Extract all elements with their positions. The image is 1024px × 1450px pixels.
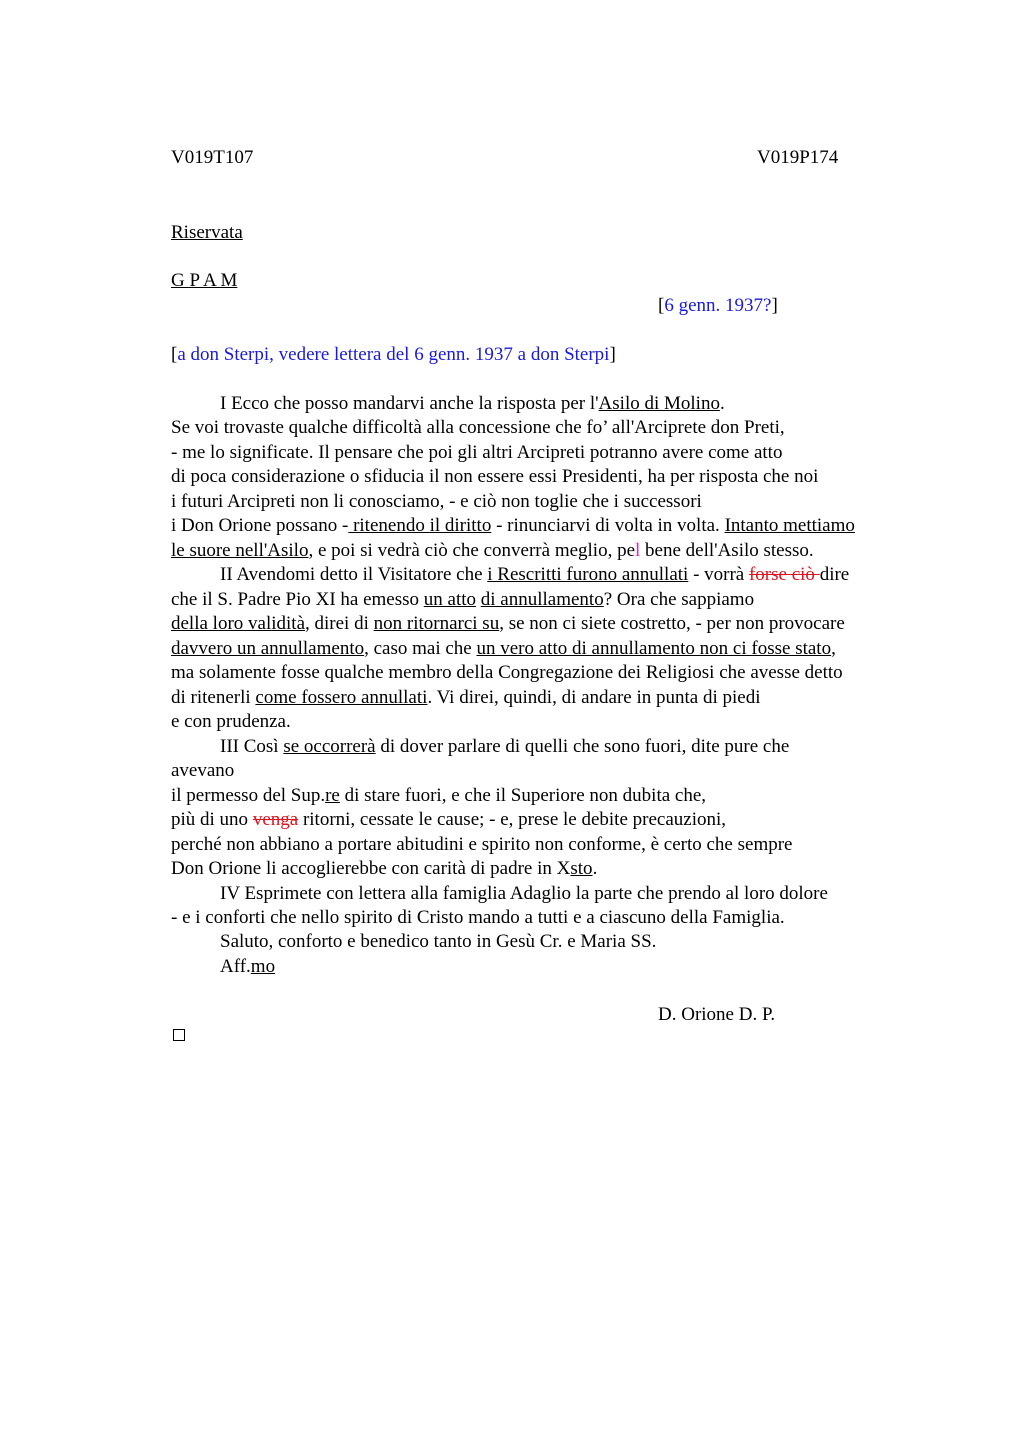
insertion-mark: l bbox=[635, 540, 641, 561]
end-square-icon bbox=[173, 1029, 185, 1041]
body-line: - e i conforti che nello spirito di Cristo mando a tutti e a ciascuno della Famiglia. bbox=[171, 907, 785, 928]
body-line: di poca considerazione o sfiducia il non essere essi Presidenti, ha per risposta che noi bbox=[171, 466, 819, 487]
date-note: [6 genn. 1937?] bbox=[658, 295, 778, 316]
body-line: le suore nell'Asilo, e poi si vedrà ciò che converrà meglio, pel bene dell'Asilo stesso. bbox=[171, 540, 814, 561]
body-line: Don Orione li accoglierebbe con carità di padre in Xsto. bbox=[171, 858, 598, 879]
body-line: perché non abbiano a portare abitudini e spirito non conforme, è certo che sempre bbox=[171, 834, 793, 855]
body-line: il permesso del Sup.re di stare fuori, e che il Superiore non dubita che, bbox=[171, 785, 707, 806]
body-line: ma solamente fosse qualche membro della Congregazione dei Religiosi che avesse detto bbox=[171, 662, 843, 683]
deleted-text: venga bbox=[252, 809, 299, 830]
deleted-text: forse ciò bbox=[748, 564, 820, 585]
body-line: avevano bbox=[171, 760, 235, 781]
signature: D. Orione D. P. bbox=[658, 1004, 776, 1025]
body-line: di ritenerli come fossero annullati. Vi direi, quindi, di andare in punta di piedi bbox=[171, 687, 761, 708]
recipient-note: [a don Sterpi, vedere lettera del 6 genn. 1937 a don Sterpi] bbox=[171, 344, 616, 365]
body-line: - me lo significate. Il pensare che poi gli altri Arcipreti potranno avere come atto bbox=[171, 442, 783, 463]
document-code-left: V019T107 bbox=[171, 147, 254, 168]
body-line: Saluto, conforto e benedico tanto in Gesù Cr. e Maria SS. bbox=[220, 931, 657, 952]
body-line: che il S. Padre Pio XI ha emesso un atto di annullamento? Ora che sappiamo bbox=[171, 589, 755, 610]
body-line: IV Esprimete con lettera alla famiglia Adaglio la parte che prendo al loro dolore bbox=[220, 883, 828, 904]
recipient-note-text: a don Sterpi, vedere lettera del 6 genn. 1937 a don Sterpi bbox=[177, 344, 610, 365]
body-line: più di uno venga ritorni, cessate le cause; - e, prese le debite precauzioni, bbox=[171, 809, 727, 830]
document-code-right: V019P174 bbox=[757, 147, 839, 168]
body-line: Aff.mo bbox=[220, 956, 276, 977]
body-line: e con prudenza. bbox=[171, 711, 291, 732]
body-line: Se voi trovaste qualche difficoltà alla concessione che fo’ all'Arciprete don Preti, bbox=[171, 417, 785, 438]
date-note-text: 6 genn. 1937? bbox=[664, 295, 772, 316]
body-line: i futuri Arcipreti non li conosciamo, - e ciò non toglie che i successori bbox=[171, 491, 702, 512]
body-line: davvero un annullamento, caso mai che un vero atto di annullamento non ci fosse stato, bbox=[171, 638, 836, 659]
body-line: II Avendomi detto il Visitatore che i Rescritti furono annullati - vorrà forse ciò dire bbox=[220, 564, 850, 585]
body-line: della loro validità, direi di non ritornarci su, se non ci siete costretto, - per non provocare bbox=[171, 613, 845, 634]
body-line: I Ecco che posso mandarvi anche la risposta per l'Asilo di Molino. bbox=[220, 393, 725, 414]
riservata-label: Riservata bbox=[171, 222, 243, 243]
body-line: i Don Orione possano - ritenendo il diritto - rinunciarvi di volta in volta. Intanto mettiamo bbox=[171, 515, 855, 536]
body-line: III Così se occorrerà di dover parlare di quelli che sono fuori, dite pure che bbox=[220, 736, 790, 757]
gpam-heading: G P A M bbox=[171, 270, 238, 291]
